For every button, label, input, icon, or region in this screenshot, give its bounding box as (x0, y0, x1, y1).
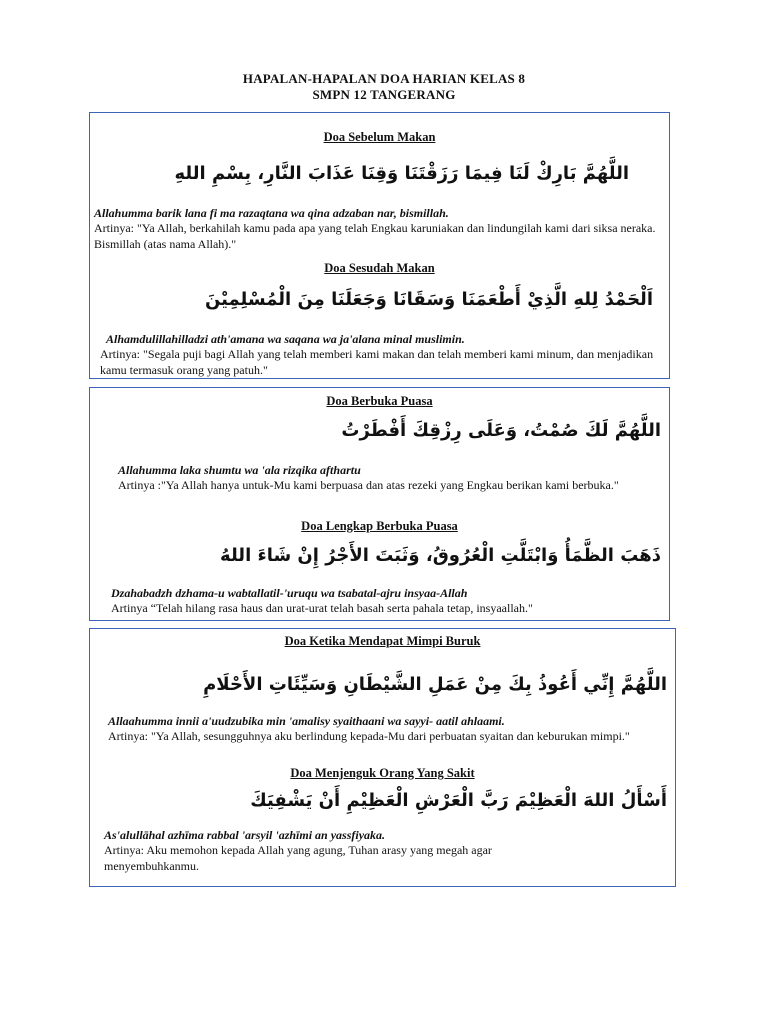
prayer-meaning: Artinya “Telah hilang rasa haus dan urat-urat telah basah serta pahala tetap, insyaallah." (111, 601, 533, 615)
prayer-heading: Doa Menjenguk Orang Yang Sakit (290, 766, 475, 780)
latin-transliteration: Allahumma barik lana fi ma razaqtana wa qina adzaban nar, bismillah. (94, 206, 449, 220)
arabic-text: ذَهَبَ الظَّمَأُ وَابْتَلَّتِ الْعُرُوقُ، وَثَبَتَ الأَجْرُ إِنْ شَاءَ اللهُ (220, 545, 661, 566)
latin-transliteration: Dzahabadzh dzhama-u wabtallatil-'uruqu wa tsabatal-ajru insyaa-Allah (111, 586, 468, 600)
latin-transliteration: Allahumma laka shumtu wa 'ala rizqika afthartu (118, 463, 361, 477)
prayer-meaning: Artinya: "Ya Allah, sesungguhnya aku berlindung kepada-Mu dari perbuatan syaitan dan keburukan mimpi." (108, 729, 630, 743)
prayer-heading: Doa Ketika Mendapat Mimpi Buruk (284, 634, 481, 648)
prayer-meaning: Artinya: "Ya Allah, berkahilah kamu pada apa yang telah Engkau karuniakan dan lindungilah kami dari siksa neraka. Bismillah (atas nama Allah)." (94, 221, 656, 251)
latin-transliteration: Alhamdulillahilladzi ath'amana wa saqana wa ja'alana minal muslimin. (106, 332, 465, 346)
arabic-text: اللَّهُمَّ بَارِكْ لَنَا فِيمَا رَزَقْتَنَا وَقِنَا عَذَابَ النَّارِ، بِسْمِ اللهِ (174, 163, 629, 184)
document-title: HAPALAN-HAPALAN DOA HARIAN KELAS 8 (242, 71, 526, 86)
arabic-text: اللَّهُمَّ لَكَ صُمْتُ، وَعَلَى رِزْقِكَ أَفْطَرْتُ (341, 420, 661, 441)
prayer-heading: Doa Lengkap Berbuka Puasa (301, 519, 458, 533)
arabic-text: اللَّهُمَّ إِنِّي أَعُوذُ بِكَ مِنْ عَمَلِ الشَّيْطَانِ وَسَيِّئَاتِ الأَحْلَامِ (203, 674, 667, 695)
prayer-meaning: Artinya: Aku memohon kepada Allah yang agung, Tuhan arasy yang megah agar menyembuhkanmu. (104, 843, 492, 873)
prayer-heading: Doa Sebelum Makan (323, 130, 436, 144)
prayer-heading: Doa Sesudah Makan (324, 261, 435, 275)
prayer-box-fasting (89, 387, 670, 621)
prayer-meaning: Artinya: "Segala puji bagi Allah yang telah memberi kami makan dan telah memberi kami minum, dan menjadikan kamu termasuk orang yang patuh." (100, 347, 654, 377)
prayer-box-meals (89, 112, 670, 379)
arabic-text: أَسْأَلُ اللهَ الْعَظِيْمَ رَبَّ الْعَرْشِ الْعَظِيْمِ أَنْ يَشْفِيَكَ (250, 790, 667, 811)
prayer-heading: Doa Berbuka Puasa (326, 394, 433, 408)
prayer-box-dream-sick (89, 628, 676, 887)
arabic-text: اَلْحَمْدُ لِلهِ الَّذِيْ أَطْعَمَنَا وَسَقَانَا وَجَعَلَنَا مِنَ الْمُسْلِمِيْنَ (204, 289, 653, 310)
school-name: SMPN 12 TANGERANG (312, 87, 456, 102)
latin-transliteration: As'alullāhal azhīma rabbal 'arsyil 'azhīmi an yassfiyaka. (104, 828, 386, 842)
prayer-meaning: Artinya :"Ya Allah hanya untuk-Mu kami berpuasa dan atas rezeki yang Engkau berikan kami berbuka." (118, 478, 619, 492)
latin-transliteration: Allaahumma innii a'uudzubika min 'amalisy syaithaani wa sayyi- aatil ahlaami. (108, 714, 505, 728)
